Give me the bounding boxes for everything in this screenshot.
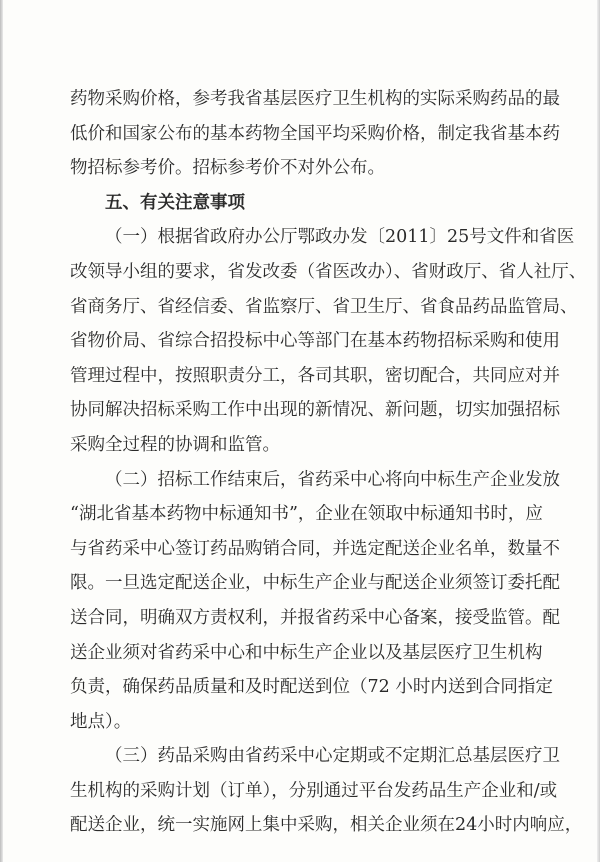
paragraph-2-line-5: 送合同，明确双方责权利，并报省药采中心备案，接受监管。配	[70, 607, 560, 628]
body-line-3: 物招标参考价。招标参考价不对外公布。	[70, 158, 385, 179]
paragraph-3-line-1: （三）药品采购由省药采中心定期或不定期汇总基层医疗卫	[105, 746, 560, 767]
body-line-2: 低价和国家公布的基本药物全国平均采购价格，制定我省基本药	[70, 123, 560, 144]
paragraph-2-line-8: 地点）。	[70, 711, 132, 732]
body-line-1: 药物采购价格，参考我省基层医疗卫生机构的实际采购药品的最	[70, 89, 560, 109]
paragraph-3-line-3: 配送企业，统一实施网上集中采购，相关企业须在24小时内响应，	[70, 815, 583, 836]
paragraph-2-line-7: 负责，确保药品质量和及时配送到位（72 小时内送到合同指定	[70, 677, 553, 698]
paragraph-1-line-7: 采购全过程的协调和监管。	[70, 434, 280, 455]
paragraph-2-line-1: （二）招标工作结束后，省药采中心将向中标生产企业发放	[105, 469, 560, 490]
paragraph-1-line-1: （一）根据省政府办公厅鄂政办发〔2011〕25号文件和省医	[105, 227, 575, 248]
paragraph-3-line-2: 生机构的采购计划（订单），分别通过平台发药品生产企业和/或	[70, 780, 558, 801]
paragraph-2-line-3: 与省药采中心签订药品购销合同，并选定配送企业名单，数量不	[70, 538, 560, 559]
section-heading: 五、有关注意事项	[105, 192, 245, 213]
paragraph-1-line-2: 改领导小组的要求，省发改委（省医改办）、省财政厅、省人社厅、	[70, 261, 587, 282]
paragraph-1-line-4: 省物价局、省综合招投标中心等部门在基本药物招标采购和使用	[70, 331, 560, 352]
paragraph-1-line-6: 协同解决招标采购工作中出现的新情况、新问题，切实加强招标	[70, 400, 560, 421]
paragraph-2-line-6: 送企业须对省药采中心和中标生产企业以及基层医疗卫生机构	[70, 642, 543, 663]
scan-edge-left	[0, 0, 3, 862]
paragraph-2-line-2: “湖北省基本药物中标通知书”，企业在领取中标通知书时，应	[70, 504, 543, 525]
paragraph-2-line-4: 限。一旦选定配送企业，中标生产企业与配送企业须签订委托配	[70, 573, 560, 594]
paragraph-1-line-3: 省商务厅、省经信委、省监察厅、省卫生厅、省食品药品监管局、	[70, 296, 578, 317]
paragraph-1-line-5: 管理过程中，按照职责分工，各司其职，密切配合，共同应对并	[70, 365, 560, 386]
